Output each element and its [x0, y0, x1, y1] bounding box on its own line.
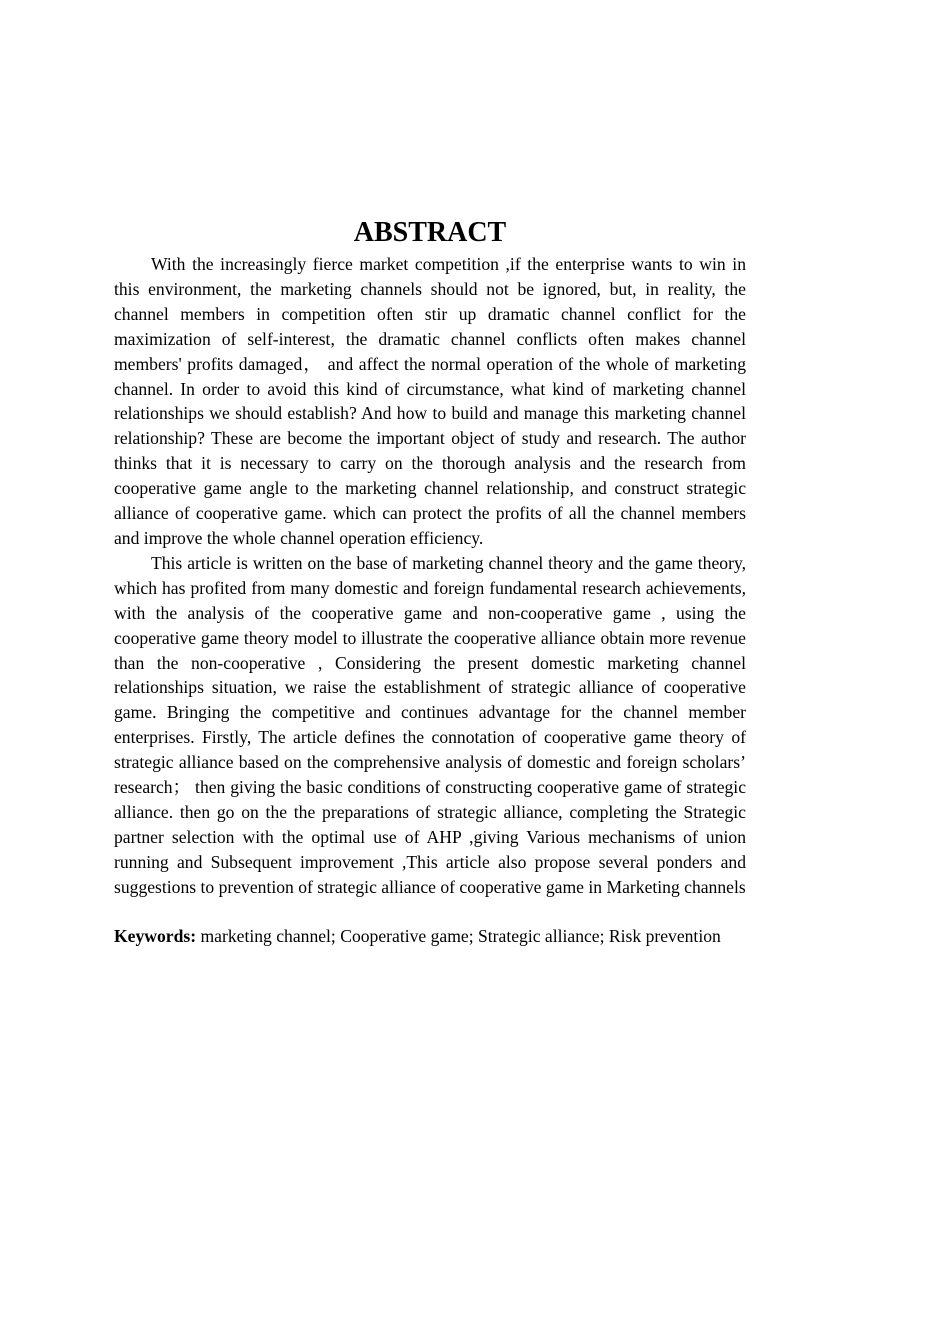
abstract-paragraph-1: With the increasingly fierce market competition ,if the enterprise wants to win in this environment, the marketing channels should not be ignored, but, in reality, the channel members in competition often stir up dramatic channel conflict for the maximization of self-interest, the dramatic channel conflicts often makes channel members' profits damaged， and affect the normal operation of the whole of marketing channel. In order to avoid this kind of circumstance, what kind of marketing channel relationships we should establish? And how to build and manage this marketing channel relationship? These are become the important object of study and research. The author thinks that it is necessary to carry on the thorough analysis and the research from cooperative game angle to the marketing channel relationship, and construct strategic alliance of cooperative game. which can protect the profits of all the channel members and improve the whole channel operation efficiency. [114, 254, 746, 548]
keywords-text: marketing channel; Cooperative game; Strategic alliance; Risk prevention [200, 926, 721, 947]
abstract-section [114, 216, 746, 949]
keywords-label: Keywords: [114, 926, 197, 947]
abstract-title: ABSTRACT [353, 217, 507, 248]
keywords-line [114, 924, 746, 949]
abstract-paragraph-2: This article is written on the base of marketing channel theory and the game theory, which has profited from many domestic and foreign fundamental research achievements, with the analysis of the cooperative game and non-cooperative game , using the cooperative game theory model to illustrate the cooperative alliance obtain more revenue than the non-cooperative , Considering the present domestic marketing channel relationships situation, we raise the establishment of strategic alliance of cooperative game. Bringing the competitive and continues advantage for the channel member enterprises. Firstly, The article defines the connotation of cooperative game theory of strategic alliance based on the comprehensive analysis of domestic and foreign scholars’ research； then giving the basic conditions of constructing cooperative game of strategic alliance. then go on the the preparations of strategic alliance, completing the Strategic partner selection with the optimal use of AHP ,giving Various mechanisms of union running and Subsequent improvement ,This article also propose several ponders and suggestions to prevention of strategic alliance of cooperative game in Marketing channels [114, 552, 746, 897]
